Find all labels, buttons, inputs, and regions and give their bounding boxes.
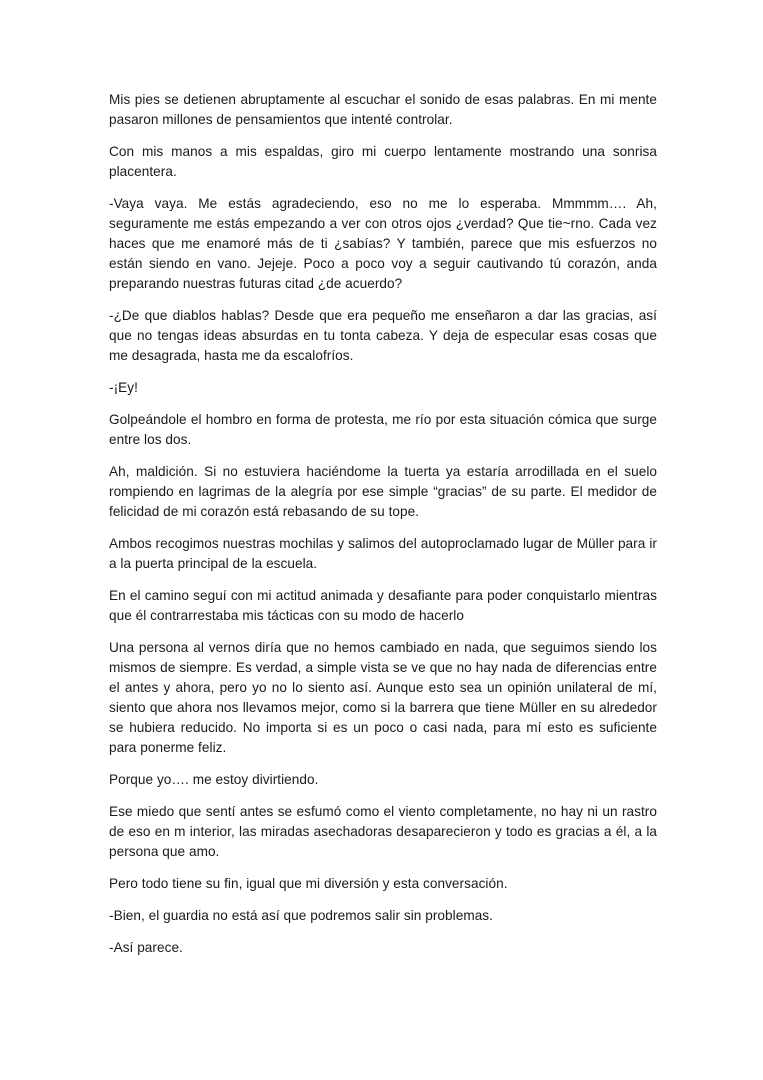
paragraph: Ah, maldición. Si no estuviera haciéndome la tuerta ya estaría arrodillada en el suelo rompiendo en lagrimas de la alegría por ese simple “gracias” de su parte. El medidor de felicidad de mi corazón está rebasando de su tope.	[109, 464, 657, 519]
paragraph: Ambos recogimos nuestras mochilas y salimos del autoproclamado lugar de Müller para ir a la puerta principal de la escuela.	[109, 536, 657, 571]
paragraph: En el camino seguí con mi actitud animada y desafiante para poder conquistarlo mientras que él contrarrestaba mis tácticas con su modo de hacerlo	[109, 588, 657, 623]
paragraph: Una persona al vernos diría que no hemos cambiado en nada, que seguimos siendo los mismos de siempre. Es verdad, a simple vista se ve que no hay nada de diferencias entre el antes y ahora, pero yo no lo siento así. Aunque esto sea un opinión unilateral de mí, siento que ahora nos llevamos mejor, como si la barrera que tiene Müller en su alrededor se hubiera reducido. No importa si es un poco o casi nada, para mí esto es suficiente para ponerme feliz.	[109, 640, 657, 755]
body-text	[109, 90, 657, 970]
paragraph: Ese miedo que sentí antes se esfumó como el viento completamente, no hay ni un rastro de eso en m interior, las miradas asechadoras desaparecieron y todo es gracias a él, a la persona que amo.	[109, 804, 657, 859]
paragraph: -¡Ey!	[109, 380, 138, 395]
paragraph: -Bien, el guardia no está así que podremos salir sin problemas.	[109, 908, 493, 923]
paragraph: -Vaya vaya. Me estás agradeciendo, eso no me lo esperaba. Mmmmm…. Ah, seguramente me estás empezando a ver con otros ojos ¿verdad? Que tie~rno. Cada vez haces que me enamoré más de ti ¿sabías? Y también, parece que mis esfuerzos no están siendo en vano. Jejeje. Poco a poco voy a seguir cautivando tú corazón, anda preparando nuestras futuras citad ¿de acuerdo?	[109, 196, 657, 291]
paragraph: -¿De que diablos hablas? Desde que era pequeño me enseñaron a dar las gracias, así que no tengas ideas absurdas en tu tonta cabeza. Y deja de especular esas cosas que me desagrada, hasta me da escalofríos.	[109, 308, 657, 363]
paragraph: Golpeándole el hombro en forma de protesta, me río por esta situación cómica que surge entre los dos.	[109, 412, 657, 447]
paragraph: -Así parece.	[109, 940, 183, 955]
paragraph: Mis pies se detienen abruptamente al escuchar el sonido de esas palabras. En mi mente pasaron millones de pensamientos que intenté controlar.	[109, 92, 657, 127]
paragraph: Con mis manos a mis espaldas, giro mi cuerpo lentamente mostrando una sonrisa placentera.	[109, 144, 657, 179]
paragraph: Pero todo tiene su fin, igual que mi diversión y esta conversación.	[109, 876, 508, 891]
paragraph: Porque yo…. me estoy divirtiendo.	[109, 772, 319, 787]
